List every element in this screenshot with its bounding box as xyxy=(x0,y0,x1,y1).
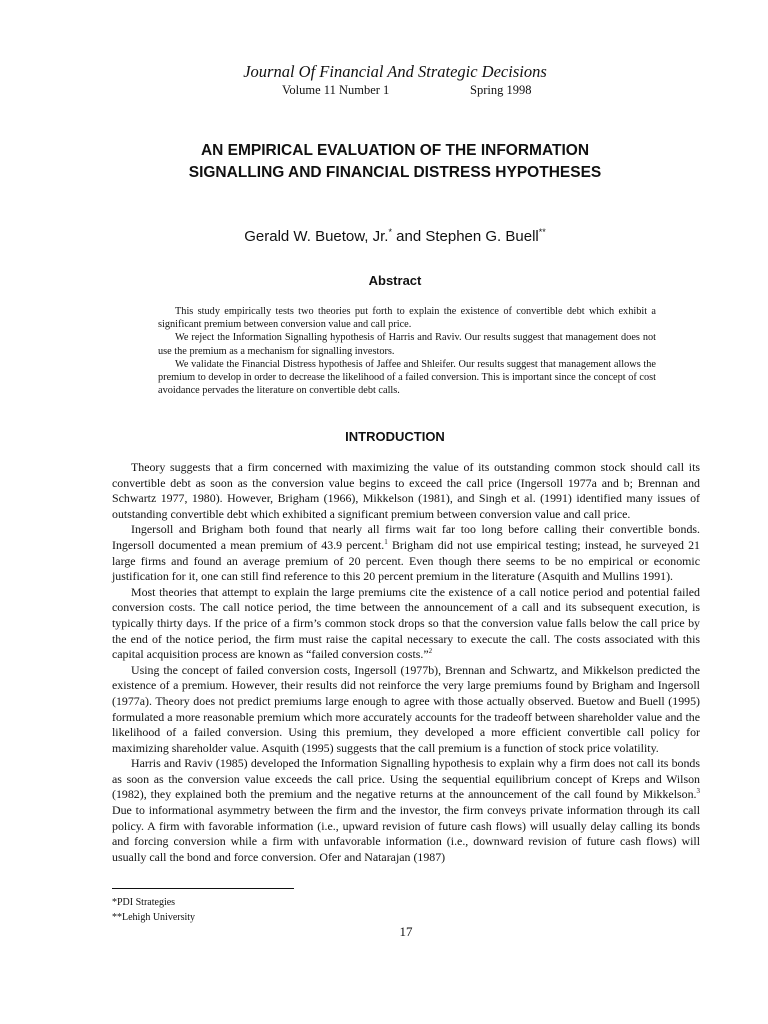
footnotes xyxy=(112,895,412,925)
journal-name: Journal Of Financial And Strategic Decisions xyxy=(243,62,547,81)
journal-volume: Volume 11 Number 1 xyxy=(282,83,390,97)
footnote-ref-3[interactable]: 3 xyxy=(696,787,700,796)
author-line xyxy=(0,222,768,247)
body-paragraph: Theory suggests that a firm concerned with maximizing the value of its outstanding common stock should call its convertible debt as soon as the conversion value begins to exceed the call price (Ingersoll 1977a and b; Brennan and Schwartz 1977, 1980). However, Brigham (1966), Mikkelson (1981), and Singh et al. (1991) identified many issues of outstanding convertible debt which exhibited a significant premium between conversion value and call price. xyxy=(112,460,700,521)
author-1: Gerald W. Buetow, Jr. xyxy=(244,228,389,245)
body-paragraph xyxy=(112,522,700,584)
body-paragraph xyxy=(112,585,700,663)
introduction-heading: INTRODUCTION xyxy=(345,429,445,444)
author-2-footnote-mark: ** xyxy=(538,227,546,237)
abstract-body xyxy=(158,305,656,397)
body-text: Brigham did not use empirical testing; instead, he surveyed 21 large firms and found an average premium of 20 percent. Even though there seems to be no empirical or economic justification for it, one can still find reference to this 20 percent premium in the literature (Asquith and Mullins 1991). xyxy=(112,537,700,584)
footnote-affiliation-2: **Lehigh University xyxy=(112,912,196,923)
page-number: 17 xyxy=(399,924,413,939)
abstract-paragraph: We validate the Financial Distress hypothesis of Jaffee and Shleifer. Our results suggest that management allows the premium to develop in order to decrease the likelihood of a failed conversion. This is important since the concept of cost avoidance pervades the literature on convertible debt calls. xyxy=(158,358,656,397)
abstract-heading: Abstract xyxy=(368,273,422,288)
body-paragraph xyxy=(112,756,700,865)
author-1-footnote-mark: * xyxy=(388,227,392,237)
abstract-paragraph: We reject the Information Signalling hypothesis of Harris and Raviv. Our results suggest that management does not use the premium as a mechanism for signalling investors. xyxy=(158,332,656,357)
paper-title xyxy=(0,140,768,184)
footnote-ref-2[interactable]: 2 xyxy=(428,647,433,656)
body-paragraph: Using the concept of failed conversion costs, Ingersoll (1977b), Brennan and Schwartz, and Mikkelson predicted the existence of a premium. However, their results did not reinforce the very large premiums found by Brigham and Ingersoll (1977a). Theory does not predict premiums large enough to agree with those actually observed. Buetow and Buell (1995) formulated a more reasonable premium which more accurately accounts for the tradeoff between shareholder value and the likelihood of a failed conversion. Using this premium, they developed a more efficient convertible call policy for maximizing shareholder value. Asquith (1995) suggests that the call premium is a function of stock price volatility. xyxy=(112,662,700,755)
title-line-2: SIGNALLING AND FINANCIAL DISTRESS HYPOTHESES xyxy=(188,164,602,181)
introduction-body xyxy=(112,460,700,865)
body-text: Most theories that attempt to explain the large premiums cite the existence of a call notice period and potential failed conversion costs. The call notice period, the time between the announcement of a call and its subsequent execution, is typically thirty days. If the price of a firm’s common stock drops so that the conversion value falls below the call price by the end of the notice period, the firm must raise the capital necessary to execute the call. The costs associated with this capital acquisition process are known as “failed conversion costs.” xyxy=(112,584,700,662)
body-text: Harris and Raviv (1985) developed the Information Signalling hypothesis to explain why a firm does not call its bonds as soon as the conversion value exceeds the call price. Using the sequential equilibrium concept of Kreps and Wilson (1982), they explained both the premium and the negative returns at the announcement of the call found by Mikkelson. xyxy=(112,756,700,802)
body-text: Due to informational asymmetry between the firm and the investor, the firm conveys private information through its call policy. A firm with favorable information (i.e., upward revision of future cash flows) will usually delay calling its bonds and forcing conversion while a firm with unfavorable information (i.e., downward revision of future cash flows) will usually call the bond and force conversion. Ofer and Natarajan (1987) xyxy=(112,803,700,864)
body-text: Ingersoll and Brigham both found that nearly all firms wait far too long before calling their convertible bonds. Ingersoll documented a mean premium of 43.9 percent. xyxy=(112,522,700,552)
author-2: and Stephen G. Buell xyxy=(391,228,539,245)
title-line-1: AN EMPIRICAL EVALUATION OF THE INFORMATION xyxy=(200,142,590,159)
footnote-affiliation-1: *PDI Strategies xyxy=(112,897,176,908)
journal-issue-date: Spring 1998 xyxy=(470,83,532,97)
footnote-ref-1[interactable]: 1 xyxy=(384,538,388,546)
abstract-paragraph: This study empirically tests two theories put forth to explain the existence of convertible debt which exhibit a significant premium between conversion value and call price. xyxy=(158,306,656,331)
footnote-divider xyxy=(112,888,294,889)
